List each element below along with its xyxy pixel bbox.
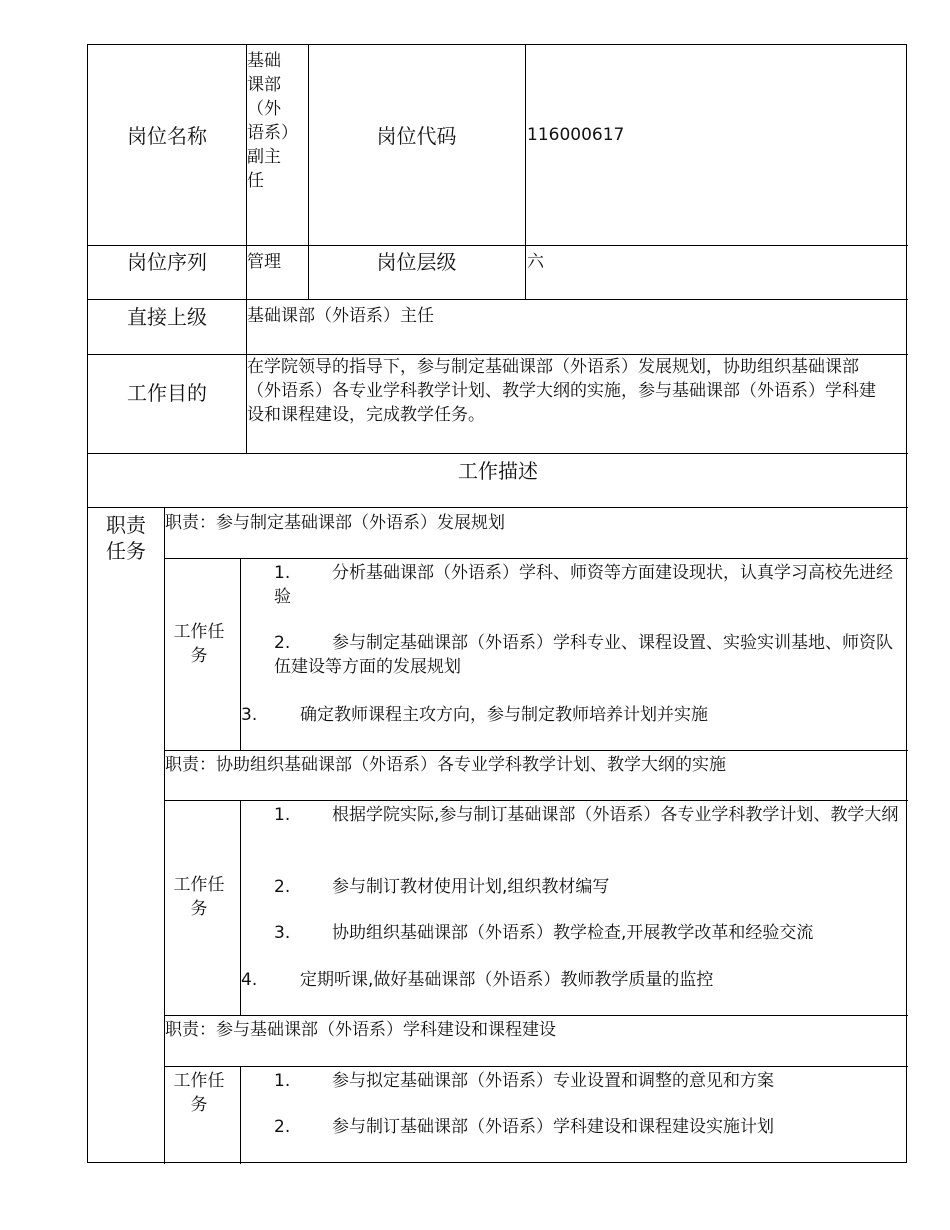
- task-number: 3.: [274, 923, 291, 943]
- post-series-label: 岗位序列: [127, 250, 207, 274]
- row-divider: [88, 245, 908, 246]
- col-divider: [164, 507, 165, 1164]
- duty-2-text: 职责：协助组织基础课部（外语系）各专业学科教学计划、教学大纲的实施: [165, 755, 726, 775]
- task-number: 4.: [241, 970, 258, 990]
- post-name-value: 基础课部（外语系）副主任: [247, 51, 290, 191]
- task-text: 协助组织基础课部（外语系）教学检查,开展教学改革和经验交流: [332, 923, 814, 943]
- task-text: 确定教师课程主攻方向，参与制定教师培养计划并实施: [300, 705, 708, 725]
- task-number: 1.: [274, 563, 291, 583]
- task-label-1: 工作任务: [173, 622, 225, 666]
- task-number: 2.: [274, 633, 291, 653]
- row-divider: [164, 558, 908, 559]
- task-text: 参与制订教材使用计划,组织教材编写: [332, 877, 610, 897]
- task-number: 1.: [274, 805, 291, 825]
- purpose-label: 工作目的: [127, 381, 207, 405]
- post-series-value: 管理: [247, 252, 281, 272]
- task-number: 1.: [274, 1071, 291, 1091]
- duty-1-text: 职责：参与制定基础课部（外语系）发展规划: [165, 513, 505, 533]
- row-divider: [164, 1015, 908, 1016]
- row-divider: [88, 299, 908, 300]
- duty-1-task-1: [274, 561, 894, 609]
- row-divider: [88, 507, 908, 508]
- task-text: 参与制订基础课部（外语系）学科建设和课程建设实施计划: [332, 1117, 774, 1137]
- job-description-table: [87, 44, 907, 1163]
- task-text: 参与拟定基础课部（外语系）专业设置和调整的意见和方案: [332, 1071, 774, 1091]
- task-text: 参与制定基础课部（外语系）学科专业、课程设置、实验实训基地、师资队伍建设等方面的发展规划: [274, 633, 893, 677]
- task-number: 3.: [241, 705, 258, 725]
- duty-2-task-2: [274, 875, 894, 899]
- row-divider: [164, 750, 908, 751]
- duty-3-task-2: [274, 1115, 894, 1139]
- post-name-label: 岗位名称: [127, 124, 207, 148]
- post-code-label: 岗位代码: [376, 124, 457, 148]
- duty-1-task-3: [241, 703, 891, 727]
- col-divider: [240, 1066, 241, 1164]
- duties-label: 职责任务: [106, 513, 146, 563]
- task-text: 定期听课,做好基础课部（外语系）教师教学质量的监控: [300, 970, 714, 990]
- row-divider: [164, 1066, 908, 1067]
- superior-value: 基础课部（外语系）主任: [247, 306, 434, 326]
- row-divider: [88, 453, 908, 454]
- task-number: 2.: [274, 1117, 291, 1137]
- duty-2-task-4: [241, 968, 891, 992]
- duty-3-text: 职责：参与基础课部（外语系）学科建设和课程建设: [165, 1020, 556, 1040]
- purpose-value: 在学院领导的指导下，参与制定基础课部（外语系）发展规划，协助组织基础课部（外语系）各专业学科教学计划、教学大纲的实施，参与基础课部（外语系）学科建设和课程建设，完成教学任务。: [247, 357, 876, 425]
- task-label-2: 工作任务: [173, 875, 225, 919]
- duty-1-task-2: [274, 631, 894, 679]
- task-text: 根据学院实际,参与制订基础课部（外语系）各专业学科教学计划、教学大纲: [332, 805, 899, 825]
- post-code-value: 116000617: [527, 125, 625, 145]
- duty-2-task-3: [274, 921, 894, 945]
- post-level-value: 六: [527, 252, 544, 272]
- section-title: 工作描述: [458, 459, 538, 483]
- task-label-3: 工作任务: [173, 1071, 225, 1115]
- duty-3-task-1: [274, 1069, 894, 1093]
- task-number: 2.: [274, 877, 291, 897]
- superior-label: 直接上级: [127, 305, 207, 329]
- duty-2-task-1: [274, 803, 904, 827]
- post-level-label: 岗位层级: [376, 250, 457, 274]
- task-text: 分析基础课部（外语系）学科、师资等方面建设现状，认真学习高校先进经验: [274, 563, 893, 607]
- row-divider: [164, 800, 908, 801]
